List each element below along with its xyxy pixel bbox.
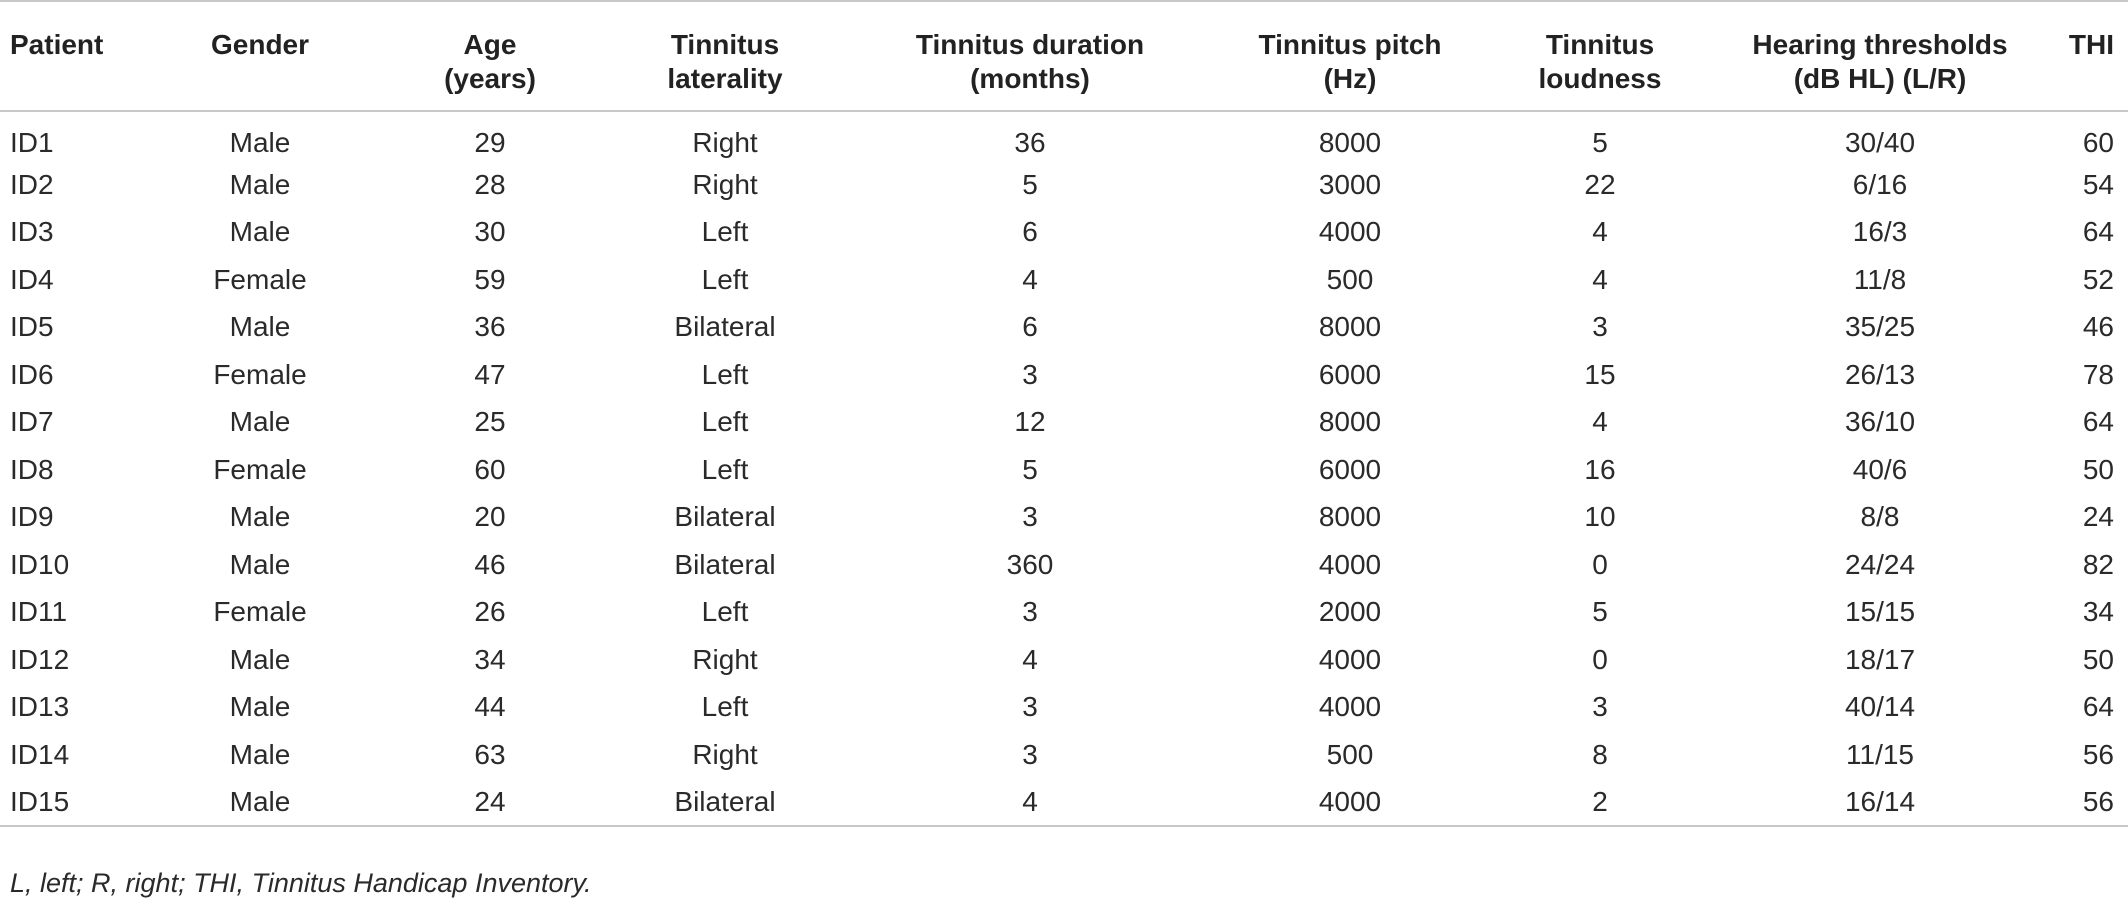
cell-pitch: 8000 xyxy=(1318,127,1382,158)
cell-thi: 54 xyxy=(2082,168,2114,200)
cell-pitch: 4000 xyxy=(1318,643,1382,675)
cell-patient-id: ID12 xyxy=(10,643,70,675)
cell-loudness: 16 xyxy=(1584,453,1616,485)
cell-loudness: 0 xyxy=(1592,643,1608,675)
cell-pitch: 8000 xyxy=(1318,311,1382,343)
cell-pitch: 3000 xyxy=(1318,168,1382,200)
table-row xyxy=(0,589,2128,637)
cell-laterality: Left xyxy=(701,216,749,248)
cell-duration: 6 xyxy=(1022,216,1038,248)
cell-hearing-thresholds: 16/3 xyxy=(1852,216,1908,248)
cell-thi: 78 xyxy=(2082,358,2114,390)
table-row xyxy=(0,304,2128,352)
cell-laterality: Left xyxy=(701,691,749,723)
cell-gender: Female xyxy=(213,358,307,390)
table-row xyxy=(0,256,2128,304)
cell-loudness: 3 xyxy=(1592,691,1608,723)
cell-pitch: 4000 xyxy=(1318,785,1382,817)
cell-patient-id: ID7 xyxy=(10,406,54,438)
cell-gender: Male xyxy=(229,127,291,158)
cell-hearing-thresholds: 30/40 xyxy=(1844,127,1916,158)
header-duration: Tinnitus duration (months) xyxy=(915,29,1145,94)
cell-hearing-thresholds: 18/17 xyxy=(1844,643,1916,675)
cell-loudness: 3 xyxy=(1592,311,1608,343)
cell-thi: 64 xyxy=(2082,406,2114,438)
cell-gender: Male xyxy=(229,168,291,200)
cell-loudness: 10 xyxy=(1584,501,1616,533)
cell-hearing-thresholds: 8/8 xyxy=(1860,501,1900,533)
cell-patient-id: ID13 xyxy=(10,691,70,723)
header-thi: THI xyxy=(2068,29,2114,60)
cell-patient-id: ID5 xyxy=(10,311,54,343)
cell-thi: 52 xyxy=(2082,263,2114,295)
cell-gender: Male xyxy=(229,501,291,533)
cell-duration: 360 xyxy=(1006,548,1054,580)
cell-age: 28 xyxy=(474,168,506,200)
cell-laterality: Left xyxy=(701,453,749,485)
cell-age: 36 xyxy=(474,311,506,343)
table-row xyxy=(0,779,2128,827)
cell-patient-id: ID3 xyxy=(10,216,54,248)
cell-loudness: 2 xyxy=(1592,785,1608,817)
cell-hearing-thresholds: 6/16 xyxy=(1852,168,1908,200)
cell-pitch: 4000 xyxy=(1318,216,1382,248)
cell-duration: 3 xyxy=(1022,358,1038,390)
cell-age: 26 xyxy=(474,596,506,628)
table-row xyxy=(0,684,2128,732)
cell-age: 25 xyxy=(474,406,506,438)
cell-duration: 36 xyxy=(1014,127,1046,158)
table-row xyxy=(0,161,2128,209)
cell-laterality: Bilateral xyxy=(674,501,776,533)
cell-age: 24 xyxy=(474,785,506,817)
cell-age: 46 xyxy=(474,548,506,580)
cell-hearing-thresholds: 15/15 xyxy=(1844,596,1916,628)
cell-patient-id: ID8 xyxy=(10,453,54,485)
header-loudness: Tinnitus loudness xyxy=(1538,29,1662,94)
table-row xyxy=(0,111,2128,161)
cell-gender: Male xyxy=(229,311,291,343)
cell-loudness: 5 xyxy=(1592,596,1608,628)
cell-loudness: 4 xyxy=(1592,263,1608,295)
table-row xyxy=(0,541,2128,589)
header-gender: Gender xyxy=(210,29,310,60)
cell-thi: 56 xyxy=(2082,785,2114,817)
cell-duration: 4 xyxy=(1022,263,1038,295)
cell-patient-id: ID15 xyxy=(10,785,70,817)
cell-laterality: Right xyxy=(692,127,758,158)
cell-thi: 56 xyxy=(2082,738,2114,770)
cell-loudness: 15 xyxy=(1584,358,1616,390)
cell-duration: 6 xyxy=(1022,311,1038,343)
cell-loudness: 8 xyxy=(1592,738,1608,770)
header-hearing-thresholds: Hearing thresholds (dB HL) (L/R) xyxy=(1752,29,2008,94)
cell-loudness: 0 xyxy=(1592,548,1608,580)
cell-thi: 64 xyxy=(2082,216,2114,248)
cell-hearing-thresholds: 36/10 xyxy=(1844,406,1916,438)
header-row xyxy=(0,1,2128,111)
cell-pitch: 4000 xyxy=(1318,548,1382,580)
cell-gender: Male xyxy=(229,406,291,438)
cell-gender: Male xyxy=(229,216,291,248)
header-laterality: Tinnitus laterality xyxy=(667,29,783,94)
cell-patient-id: ID1 xyxy=(10,127,54,158)
cell-thi: 46 xyxy=(2082,311,2114,343)
cell-thi: 50 xyxy=(2082,453,2114,485)
cell-hearing-thresholds: 35/25 xyxy=(1844,311,1916,343)
cell-age: 20 xyxy=(474,501,506,533)
cell-laterality: Right xyxy=(692,168,758,200)
cell-pitch: 8000 xyxy=(1318,501,1382,533)
cell-patient-id: ID9 xyxy=(10,501,54,533)
cell-duration: 3 xyxy=(1022,501,1038,533)
cell-age: 30 xyxy=(474,216,506,248)
header-age: Age (years) xyxy=(444,29,536,94)
cell-laterality: Left xyxy=(701,358,749,390)
cell-laterality: Bilateral xyxy=(674,311,776,343)
cell-pitch: 2000 xyxy=(1318,596,1382,628)
cell-age: 59 xyxy=(474,263,506,295)
cell-age: 34 xyxy=(474,643,506,675)
cell-duration: 3 xyxy=(1022,738,1038,770)
cell-patient-id: ID2 xyxy=(10,168,54,200)
cell-gender: Male xyxy=(229,738,291,770)
cell-hearing-thresholds: 26/13 xyxy=(1844,358,1916,390)
cell-gender: Female xyxy=(213,453,307,485)
table-header xyxy=(0,1,2128,111)
table-body xyxy=(0,111,2128,826)
table-row xyxy=(0,446,2128,494)
cell-loudness: 4 xyxy=(1592,216,1608,248)
cell-pitch: 8000 xyxy=(1318,406,1382,438)
cell-age: 29 xyxy=(474,127,506,158)
cell-duration: 12 xyxy=(1014,406,1046,438)
cell-duration: 3 xyxy=(1022,596,1038,628)
table-row xyxy=(0,494,2128,542)
cell-gender: Male xyxy=(229,643,291,675)
cell-hearing-thresholds: 40/14 xyxy=(1844,691,1916,723)
cell-pitch: 4000 xyxy=(1318,691,1382,723)
cell-pitch: 6000 xyxy=(1318,453,1382,485)
cell-laterality: Right xyxy=(692,738,758,770)
cell-laterality: Left xyxy=(701,406,749,438)
cell-gender: Female xyxy=(213,596,307,628)
cell-gender: Female xyxy=(213,263,307,295)
cell-age: 60 xyxy=(474,453,506,485)
cell-thi: 24 xyxy=(2082,501,2114,533)
cell-thi: 60 xyxy=(2082,127,2114,158)
cell-thi: 34 xyxy=(2082,596,2114,628)
cell-laterality: Left xyxy=(701,263,749,295)
table-row xyxy=(0,209,2128,257)
cell-loudness: 4 xyxy=(1592,406,1608,438)
table-row xyxy=(0,351,2128,399)
header-patient: Patient xyxy=(10,29,104,60)
cell-patient-id: ID10 xyxy=(10,548,70,580)
table-row xyxy=(0,399,2128,447)
cell-thi: 82 xyxy=(2082,548,2114,580)
cell-hearing-thresholds: 24/24 xyxy=(1844,548,1916,580)
cell-duration: 4 xyxy=(1022,785,1038,817)
cell-duration: 4 xyxy=(1022,643,1038,675)
cell-pitch: 500 xyxy=(1326,738,1374,770)
table-footnote: L, left; R, right; THI, Tinnitus Handicap Inventory. xyxy=(10,868,592,898)
cell-gender: Male xyxy=(229,691,291,723)
cell-thi: 64 xyxy=(2082,691,2114,723)
cell-age: 47 xyxy=(474,358,506,390)
cell-laterality: Right xyxy=(692,643,758,675)
cell-hearing-thresholds: 16/14 xyxy=(1844,785,1916,817)
cell-gender: Male xyxy=(229,785,291,817)
cell-duration: 5 xyxy=(1022,453,1038,485)
cell-pitch: 500 xyxy=(1326,263,1374,295)
cell-hearing-thresholds: 11/15 xyxy=(1846,738,1914,770)
cell-patient-id: ID14 xyxy=(10,738,70,770)
cell-laterality: Bilateral xyxy=(674,548,776,580)
cell-pitch: 6000 xyxy=(1318,358,1382,390)
cell-loudness: 22 xyxy=(1584,168,1616,200)
cell-age: 63 xyxy=(474,738,506,770)
table-row xyxy=(0,731,2128,779)
cell-duration: 5 xyxy=(1022,168,1038,200)
cell-laterality: Left xyxy=(701,596,749,628)
cell-loudness: 5 xyxy=(1592,127,1608,158)
cell-patient-id: ID11 xyxy=(10,596,68,628)
cell-thi: 50 xyxy=(2082,643,2114,675)
table-row xyxy=(0,636,2128,684)
cell-laterality: Bilateral xyxy=(674,785,776,817)
cell-patient-id: ID4 xyxy=(10,263,54,295)
cell-hearing-thresholds: 40/6 xyxy=(1852,453,1908,485)
header-pitch: Tinnitus pitch (Hz) xyxy=(1258,29,1442,94)
cell-duration: 3 xyxy=(1022,691,1038,723)
cell-hearing-thresholds: 11/8 xyxy=(1853,263,1907,295)
cell-patient-id: ID6 xyxy=(10,358,54,390)
cell-gender: Male xyxy=(229,548,291,580)
cell-age: 44 xyxy=(474,691,506,723)
